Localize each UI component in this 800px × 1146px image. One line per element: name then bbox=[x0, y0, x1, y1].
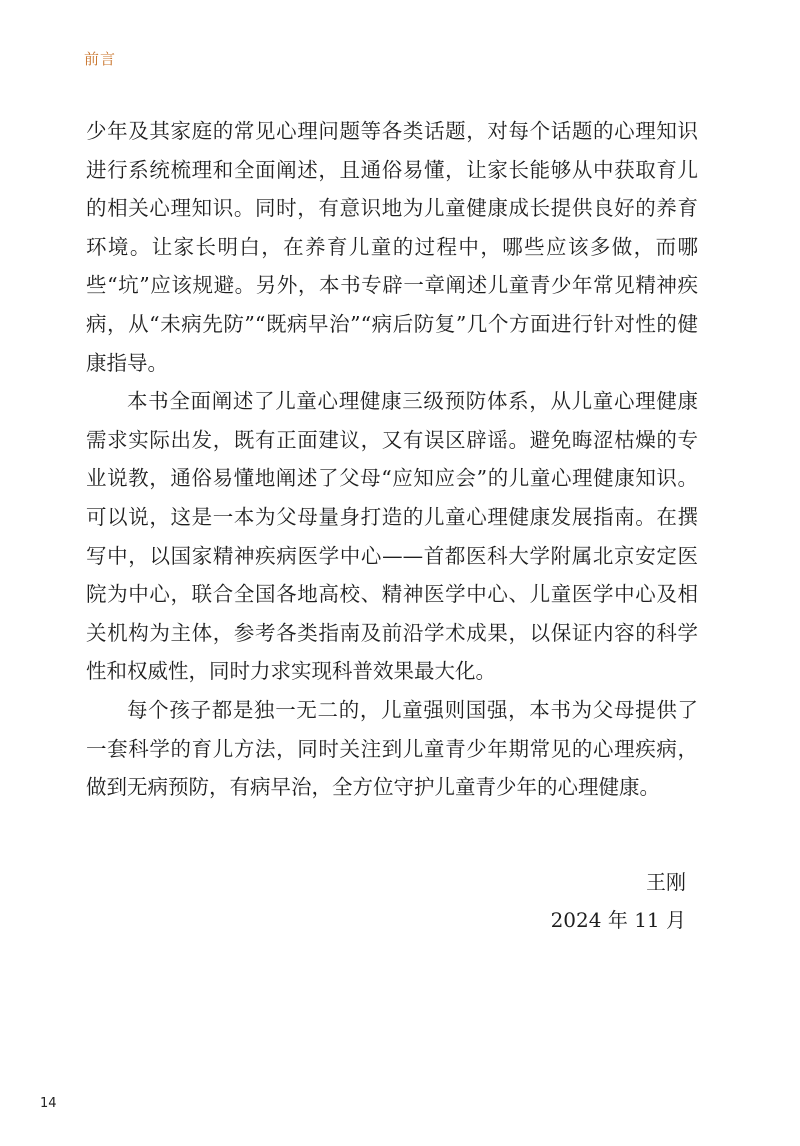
preface-body bbox=[86, 112, 698, 807]
signature-date: 2024 年 11 月 bbox=[550, 908, 686, 932]
author-signature: 王刚 bbox=[646, 870, 686, 894]
page-number: 14 bbox=[40, 1096, 57, 1111]
paragraph: 本书全面阐述了儿童心理健康三级预防体系，从儿童心理健康需求实际出发，既有正面建议，又有误区辟谣。避免晦涩枯燥的专业说教，通俗易懂地阐述了父母“应知应会”的儿童心理健康知识。可以说，这是一本为父母量身打造的儿童心理健康发展指南。在撰写中，以国家精神疾病医学中心——首都医科大学附属北京安定医院为中心，联合全国各地高校、精神医学中心、儿童医学中心及相关机构为主体，参考各类指南及前沿学术成果，以保证内容的科学性和权威性，同时力求实现科普效果最大化。 bbox=[86, 389, 698, 684]
paragraph-continued: 少年及其家庭的常见心理问题等各类话题，对每个话题的心理知识进行系统梳理和全面阐述，且通俗易懂，让家长能够从中获取育儿的相关心理知识。同时，有意识地为儿童健康成长提供良好的养育环境。让家长明白，在养育儿童的过程中，哪些应该多做，而哪些“坑”应该规避。另外，本书专辟一章阐述儿童青少年常见精神疾病，从“未病先防”“既病早治”“病后防复”几个方面进行针对性的健康指导。 bbox=[86, 119, 698, 375]
paragraph: 每个孩子都是独一无二的，儿童强则国强，本书为父母提供了一套科学的育儿方法，同时关注到儿童青少年期常见的心理疾病，做到无病预防，有病早治，全方位守护儿童青少年的心理健康。 bbox=[86, 697, 698, 800]
running-head-title: 前言 bbox=[84, 50, 117, 68]
